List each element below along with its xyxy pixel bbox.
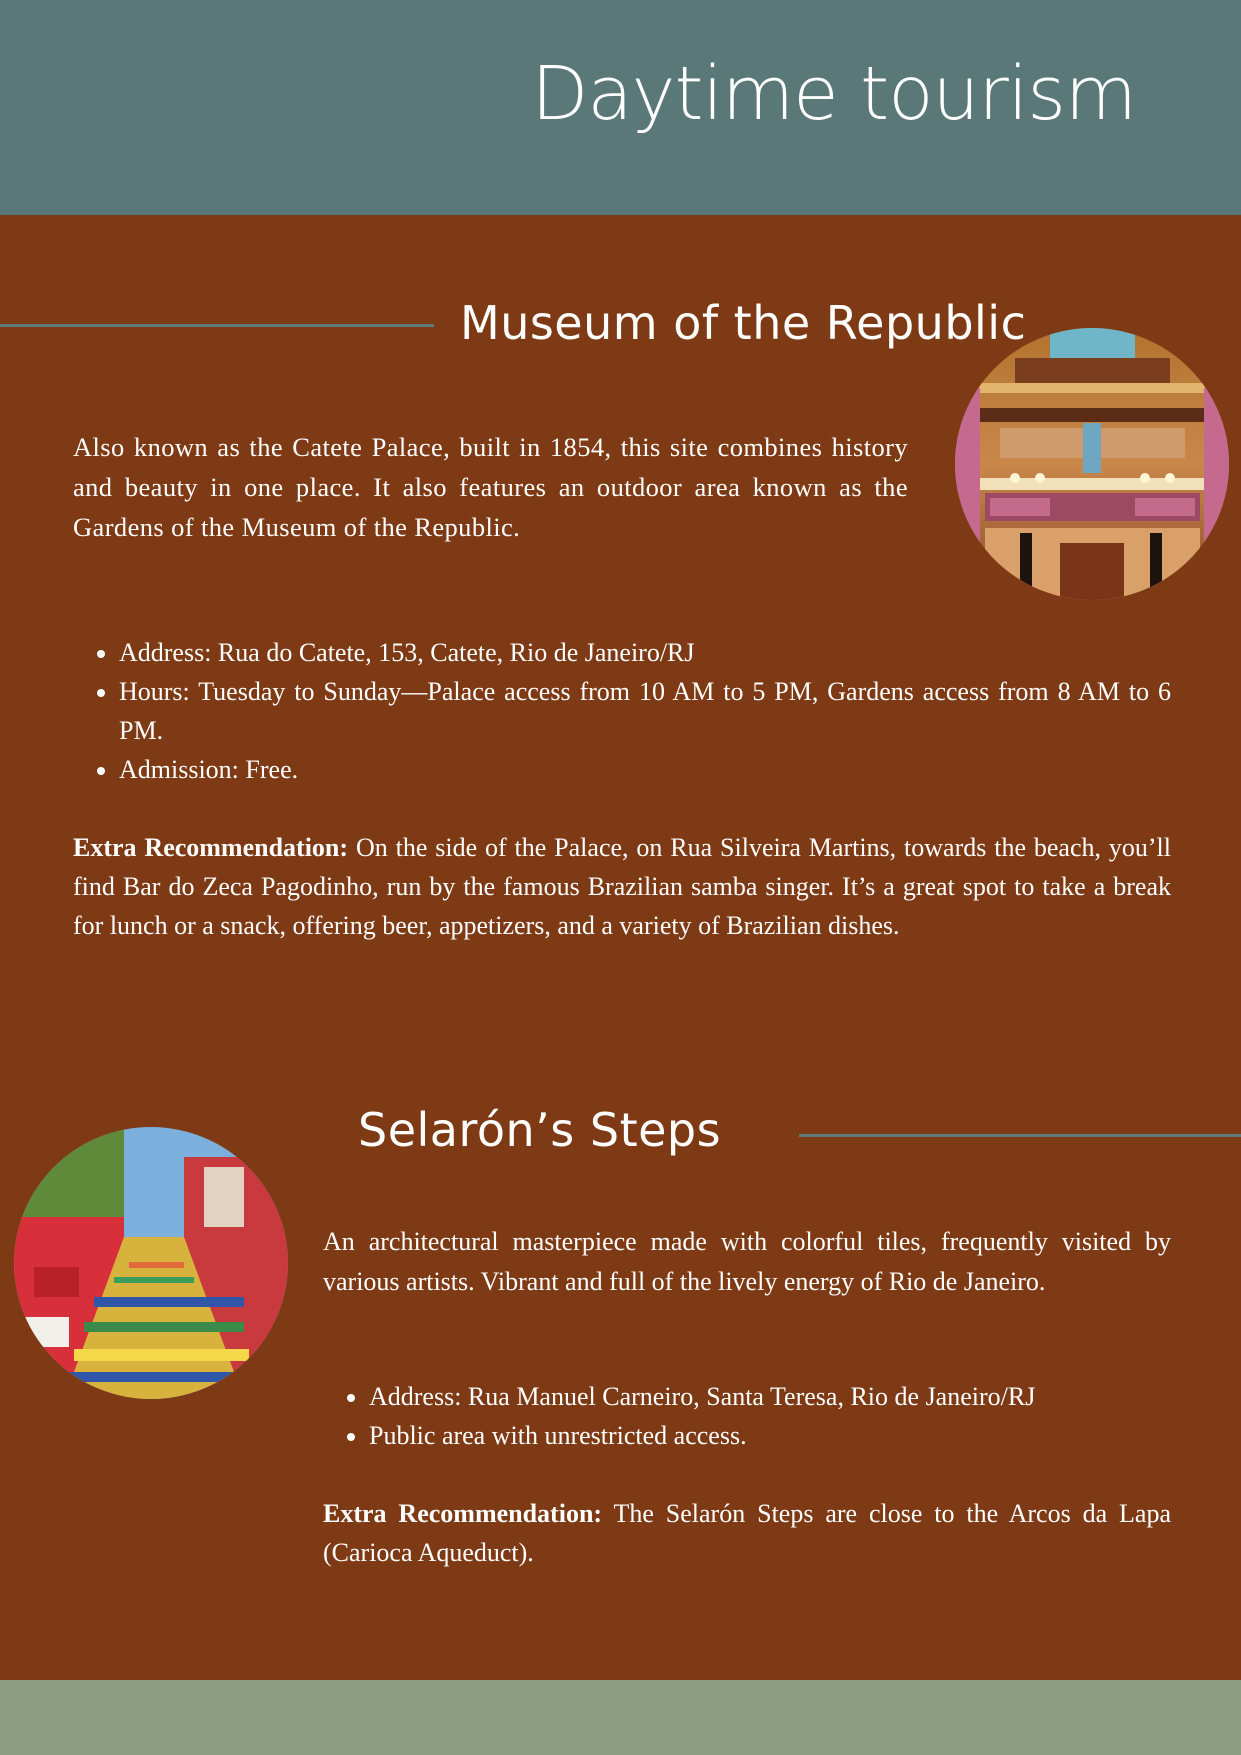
steps-extra-recommendation — [323, 1494, 1171, 1572]
museum-section-title: Museum of the Republic — [460, 296, 1027, 350]
page-title: Daytime tourism — [531, 51, 1136, 137]
extra-recommendation-label: Extra Recommendation: — [73, 833, 349, 862]
footer-band — [0, 1680, 1241, 1755]
museum-details-list — [73, 633, 1171, 789]
list-item: • Public area with unrestricted access. — [369, 1416, 1171, 1455]
museum-extra-recommendation — [73, 828, 1171, 945]
extra-recommendation-text: On the side of the Palace, on Rua Silveira Martins, towards the beach, you’ll find Bar do Zeca Pagodinho, run by the famous Brazilian samba singer. It’s a great spot to take a break for lunch or a snack, offering beer, appetizers, and a variety of Brazilian dishes. — [73, 833, 1171, 940]
section-divider-line — [0, 324, 434, 327]
steps-details-list — [323, 1377, 1171, 1455]
museum-interior-photo — [955, 328, 1229, 600]
list-item: • Admission: Free. — [119, 750, 1171, 789]
steps-description: An architectural masterpiece made with colorful tiles, frequently visited by various artists. Vibrant and full of the lively energy of Rio de Janeiro. — [323, 1227, 1171, 1296]
list-item: • Address: Rua do Catete, 153, Catete, Rio de Janeiro/RJ — [119, 633, 1171, 672]
selaron-steps-photo — [14, 1127, 288, 1399]
extra-recommendation-text: The Selarón Steps are close to the Arcos da Lapa (Carioca Aqueduct). — [323, 1499, 1171, 1567]
list-item: • Hours: Tuesday to Sunday—Palace access from 10 AM to 5 PM, Gardens access from 8 AM to 6 PM. — [119, 672, 1171, 750]
list-item: • Address: Rua Manuel Carneiro, Santa Teresa, Rio de Janeiro/RJ — [369, 1377, 1171, 1416]
steps-section-title: Selarón’s Steps — [358, 1103, 722, 1157]
museum-description: Also known as the Catete Palace, built in 1854, this site combines history and beauty in one place. It also features an outdoor area known as the Gardens of the Museum of the Republic. — [73, 432, 908, 542]
header-banner — [0, 0, 1241, 215]
section-divider-line — [799, 1134, 1241, 1137]
extra-recommendation-label: Extra Recommendation: — [323, 1499, 603, 1528]
